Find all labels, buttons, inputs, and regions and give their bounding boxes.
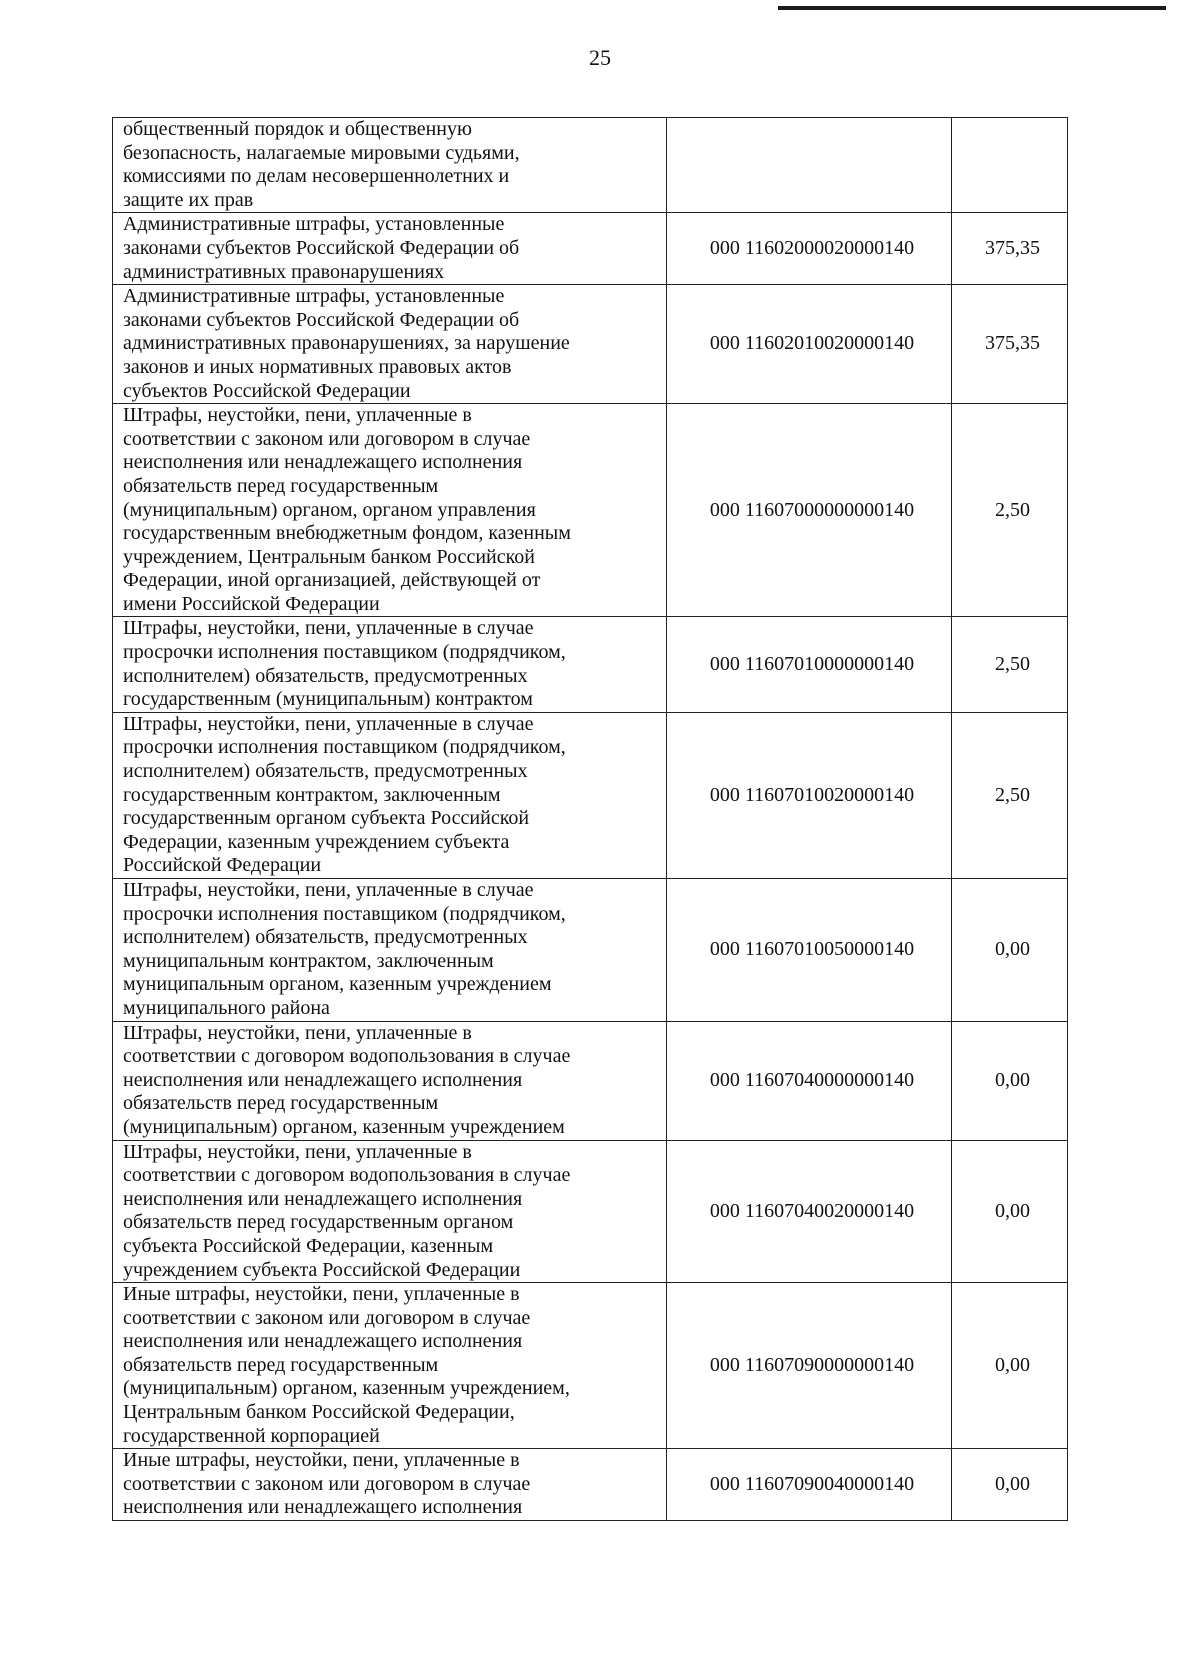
description-line: Штрафы, неустойки, пени, уплаченные в bbox=[123, 1140, 472, 1163]
description-line: Штрафы, неустойки, пени, уплаченные в случае bbox=[123, 879, 534, 901]
description-line: учреждением, Центральным банком Российской bbox=[123, 545, 536, 568]
revenue-description-cell bbox=[113, 118, 667, 213]
table-row bbox=[113, 404, 1068, 617]
budget-code-cell bbox=[667, 118, 952, 213]
revenue-description-cell bbox=[113, 879, 667, 1022]
description-line: Административные штрафы, установленные bbox=[123, 213, 505, 236]
description-line: муниципальным органом, казенным учреждением bbox=[123, 973, 552, 996]
budget-code-cell: 000 11602010020000140 bbox=[667, 285, 952, 404]
description-line: государственным внебюджетным фондом, казенным bbox=[123, 522, 571, 545]
table-row bbox=[113, 617, 1068, 712]
table-row bbox=[113, 712, 1068, 878]
budget-code-cell: 000 11607040020000140 bbox=[667, 1140, 952, 1283]
description-line: муниципальным контрактом, заключенным bbox=[123, 949, 494, 972]
description-line: государственной корпорацией bbox=[123, 1424, 380, 1447]
description-line: имени Российской Федерации bbox=[123, 592, 380, 615]
description-line: просрочки исполнения поставщиком (подрядчиком, bbox=[123, 641, 566, 664]
description-line: муниципального района bbox=[123, 996, 330, 1019]
budget-code-cell: 000 11607090000000140 bbox=[667, 1283, 952, 1449]
revenue-description-cell bbox=[113, 285, 667, 404]
table-row bbox=[113, 1283, 1068, 1449]
budget-code-cell: 000 11607090040000140 bbox=[667, 1449, 952, 1521]
description-line: (муниципальным) органом, казенным учреждением bbox=[123, 1115, 565, 1138]
description-line: Иные штрафы, неустойки, пени, уплаченные в bbox=[123, 1283, 520, 1306]
description-line: Центральным банком Российской Федерации, bbox=[123, 1401, 515, 1424]
description-line: государственным (муниципальным) контрактом bbox=[123, 688, 533, 711]
amount-cell: 0,00 bbox=[952, 1283, 1068, 1449]
revenue-description-cell bbox=[113, 404, 667, 617]
description-line: Федерации, казенным учреждением субъекта bbox=[123, 830, 510, 853]
amount-cell: 0,00 bbox=[952, 1140, 1068, 1283]
description-line: Штрафы, неустойки, пени, уплаченные в случае bbox=[123, 712, 534, 735]
top-rule bbox=[778, 6, 1166, 10]
description-line: неисполнения или ненадлежащего исполнения bbox=[123, 1187, 523, 1210]
amount-cell: 2,50 bbox=[952, 617, 1068, 712]
description-line: Административные штрафы, установленные bbox=[123, 285, 505, 308]
description-line: обязательств перед государственным bbox=[123, 474, 439, 497]
budget-code-cell: 000 11607010050000140 bbox=[667, 879, 952, 1022]
revenue-description-cell bbox=[113, 1021, 667, 1140]
description-line: исполнителем) обязательств, предусмотренных bbox=[123, 760, 528, 783]
description-line: безопасность, налагаемые мировыми судьями, bbox=[123, 141, 520, 164]
revenue-table bbox=[112, 117, 1068, 1521]
amount-cell: 0,00 bbox=[952, 1449, 1068, 1521]
revenue-description-cell bbox=[113, 1140, 667, 1283]
description-line: государственным контрактом, заключенным bbox=[123, 783, 501, 806]
budget-code-cell: 000 11602000020000140 bbox=[667, 213, 952, 285]
description-line: соответствии с законом или договором в случае bbox=[123, 427, 531, 450]
description-line: Штрафы, неустойки, пени, уплаченные в bbox=[123, 1021, 472, 1044]
description-line: обязательств перед государственным bbox=[123, 1092, 439, 1115]
table-row bbox=[113, 879, 1068, 1022]
description-line: законами субъектов Российской Федерации об bbox=[123, 308, 520, 331]
table-row bbox=[113, 118, 1068, 213]
page-number: 25 bbox=[589, 45, 611, 70]
amount-cell bbox=[952, 118, 1068, 213]
amount-cell: 0,00 bbox=[952, 879, 1068, 1022]
table-body bbox=[113, 118, 1068, 1521]
description-line: общественный порядок и общественную bbox=[123, 118, 472, 140]
description-line: административных правонарушениях, за нарушение bbox=[123, 332, 570, 355]
description-line: соответствии с договором водопользования в случае bbox=[123, 1045, 571, 1068]
description-line: защите их прав bbox=[123, 188, 254, 211]
description-line: государственным органом субъекта Российской bbox=[123, 807, 530, 830]
description-line: просрочки исполнения поставщиком (подрядчиком, bbox=[123, 902, 566, 925]
amount-cell: 375,35 bbox=[952, 213, 1068, 285]
budget-code-cell: 000 11607040000000140 bbox=[667, 1021, 952, 1140]
description-line: законов и иных нормативных правовых актов bbox=[123, 355, 512, 378]
amount-cell: 375,35 bbox=[952, 285, 1068, 404]
description-line: административных правонарушениях bbox=[123, 260, 445, 283]
description-line: субъектов Российской Федерации bbox=[123, 379, 411, 402]
table-row bbox=[113, 1449, 1068, 1521]
description-line: (муниципальным) органом, казенным учреждением, bbox=[123, 1377, 570, 1400]
description-line: исполнителем) обязательств, предусмотренных bbox=[123, 926, 528, 949]
revenue-description-cell bbox=[113, 617, 667, 712]
revenue-description-cell bbox=[113, 1283, 667, 1449]
description-line: Федерации, иной организацией, действующей от bbox=[123, 569, 541, 592]
description-line: законами субъектов Российской Федерации об bbox=[123, 236, 520, 259]
table-row bbox=[113, 285, 1068, 404]
description-line: Иные штрафы, неустойки, пени, уплаченные в bbox=[123, 1449, 520, 1472]
description-line: Российской Федерации bbox=[123, 854, 322, 877]
budget-code-cell: 000 11607010000000140 bbox=[667, 617, 952, 712]
table-row bbox=[113, 1021, 1068, 1140]
description-line: обязательств перед государственным bbox=[123, 1353, 439, 1376]
description-line: субъекта Российской Федерации, казенным bbox=[123, 1234, 494, 1257]
description-line: просрочки исполнения поставщиком (подрядчиком, bbox=[123, 736, 566, 759]
description-line: неисполнения или ненадлежащего исполнения bbox=[123, 451, 523, 474]
description-line: обязательств перед государственным органом bbox=[123, 1211, 514, 1234]
description-line: соответствии с законом или договором в случае bbox=[123, 1306, 531, 1329]
table-row bbox=[113, 1140, 1068, 1283]
description-line: (муниципальным) органом, органом управления bbox=[123, 498, 536, 521]
revenue-description-cell bbox=[113, 213, 667, 285]
budget-code-cell: 000 11607000000000140 bbox=[667, 404, 952, 617]
description-line: соответствии с законом или договором в случае bbox=[123, 1472, 531, 1495]
description-line: комиссиями по делам несовершеннолетних и bbox=[123, 165, 510, 188]
description-line: Штрафы, неустойки, пени, уплаченные в bbox=[123, 404, 472, 427]
description-line: Штрафы, неустойки, пени, уплаченные в случае bbox=[123, 617, 534, 640]
revenue-description-cell bbox=[113, 712, 667, 878]
amount-cell: 0,00 bbox=[952, 1021, 1068, 1140]
description-line: неисполнения или ненадлежащего исполнения bbox=[123, 1496, 523, 1519]
budget-code-cell: 000 11607010020000140 bbox=[667, 712, 952, 878]
description-line: соответствии с договором водопользования в случае bbox=[123, 1164, 571, 1187]
table-row bbox=[113, 213, 1068, 285]
revenue-description-cell bbox=[113, 1449, 667, 1521]
description-line: неисполнения или ненадлежащего исполнения bbox=[123, 1330, 523, 1353]
amount-cell: 2,50 bbox=[952, 404, 1068, 617]
description-line: исполнителем) обязательств, предусмотренных bbox=[123, 664, 528, 687]
description-line: учреждением субъекта Российской Федерации bbox=[123, 1258, 521, 1281]
description-line: неисполнения или ненадлежащего исполнения bbox=[123, 1068, 523, 1091]
amount-cell: 2,50 bbox=[952, 712, 1068, 878]
